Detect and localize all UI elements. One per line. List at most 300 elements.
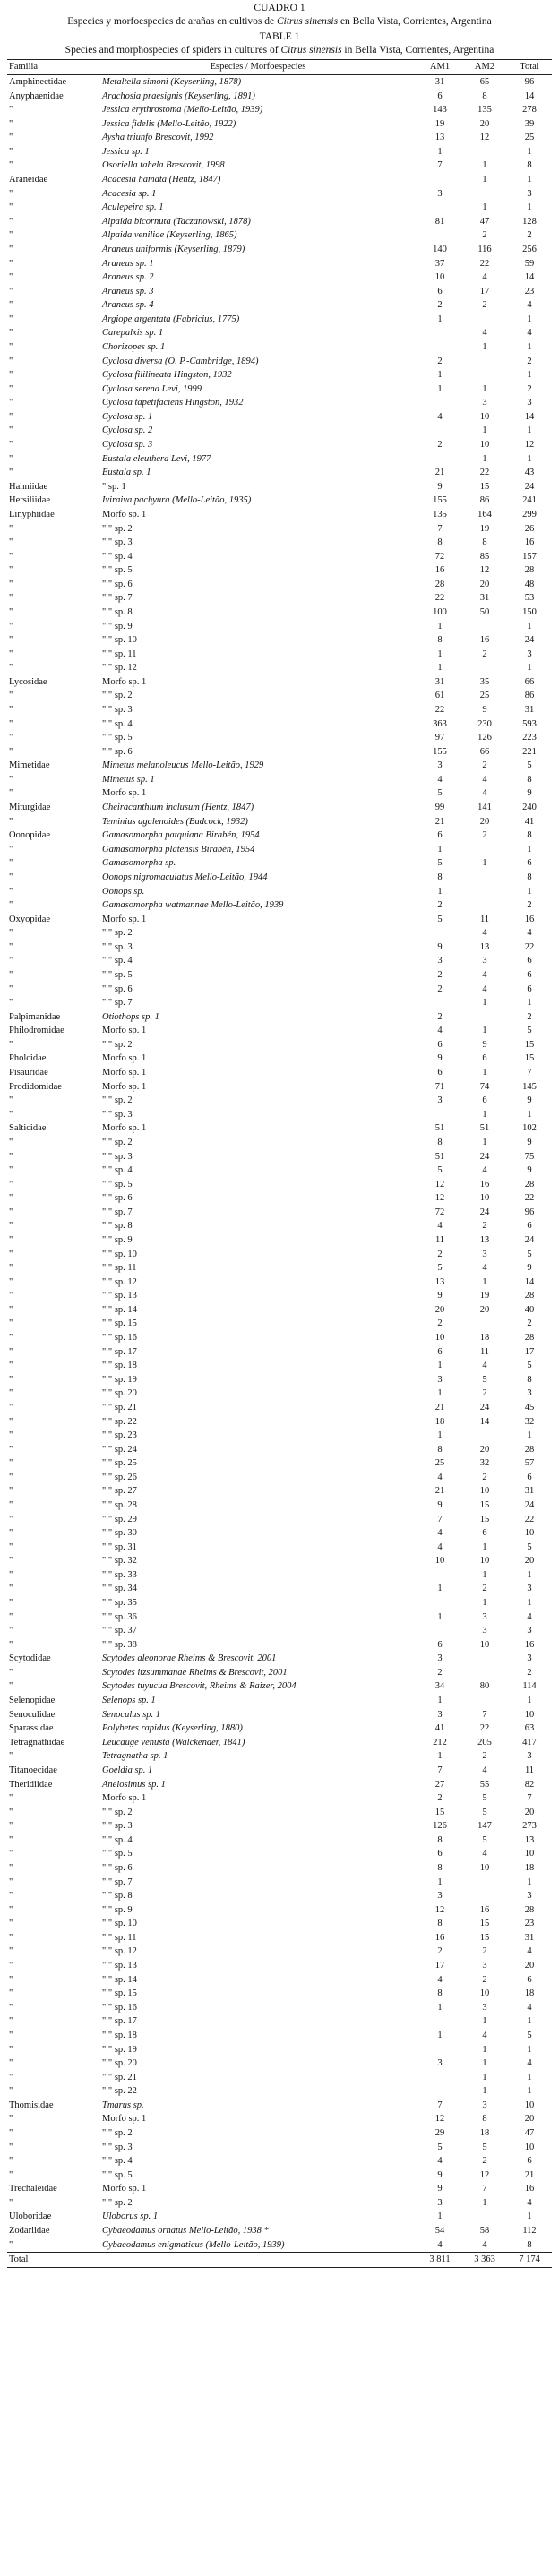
am1-cell: 13 [434,1276,445,1287]
am1-cell: 5 [437,914,443,924]
am1-cell: 31 [434,676,445,687]
am2-cell: 25 [479,691,490,701]
table-row [7,1066,552,1080]
am2-cell: 2 [482,1751,487,1762]
total-cell: 273 [522,1821,537,1832]
family-cell: " [9,1919,13,1929]
am1-cell: 1 [437,370,443,381]
am2-cell: 24 [479,1151,490,1162]
am2-cell: 20 [479,1444,490,1455]
am1-cell: 5 [437,2142,443,2152]
table-row [7,1526,552,1541]
family-cell: " [9,1179,13,1189]
am1-cell: 9 [437,2184,443,2194]
table-row [7,1150,552,1164]
am2-cell: 15 [479,1514,490,1524]
table-row [7,954,552,968]
am2-cell: 2 [482,830,487,841]
family-cell: " [9,1333,13,1344]
am2-cell: 3 [482,1626,487,1636]
species-cell: Morfo sp. 1 [102,676,147,687]
total-cell: 278 [522,105,537,116]
total-cell: 9 [527,1165,532,1176]
species-cell: " " sp. 4 [102,1834,133,1845]
total-cell: 2 [527,900,532,911]
species-cell: " " sp. 30 [102,1528,137,1539]
column-header-am2: AM2 [462,60,507,75]
am1-cell: 2 [437,1249,443,1259]
table-row [7,201,552,215]
family-cell: " [9,1137,13,1147]
table-row [7,2001,552,2015]
am2-cell [462,620,507,634]
species-cell: Araneus sp. 2 [102,272,154,283]
species-cell: " " sp. 5 [102,1179,133,1189]
am1-cell [417,1624,462,1638]
family-cell: " [9,816,13,827]
species-cell: " " sp. 10 [102,1249,137,1259]
total-cell: 47 [524,2127,535,2138]
species-cell: Araneus sp. 3 [102,286,154,296]
am1-cell: 8 [437,1863,443,1873]
family-cell: Hahniidae [9,481,48,492]
am1-cell: 3 811 [417,2253,462,2268]
total-cell: 23 [524,286,535,296]
am1-cell: 13 [434,133,445,143]
am1-cell: 1 [437,648,443,659]
am2-cell: 15 [479,1499,490,1510]
am2-cell: 1 [482,1569,487,1580]
family-cell: " [9,230,13,241]
am2-cell: 3 [482,2002,487,2013]
family-cell: Total [7,2253,99,2268]
am1-cell: 7 [437,523,443,534]
total-cell: 31 [524,1932,535,1943]
am1-cell: 4 [437,2156,443,2167]
family-cell: " [9,2169,13,2180]
family-cell: Miturgidae [9,803,51,813]
table-row [7,1861,552,1876]
table-row [7,661,552,675]
table-row [7,1708,552,1722]
total-cell: 17 [524,1346,535,1357]
family-cell: " [9,398,13,408]
am2-cell: 3 [482,398,487,408]
table-body [7,75,552,2268]
species-cell: " " sp. 3 [102,1821,133,1832]
family-cell: " [9,425,13,436]
am1-cell: 1 [437,383,443,394]
am2-cell: 1 [482,202,487,213]
family-cell: " [9,1974,13,1985]
total-cell: 9 [527,1263,532,1274]
species-cell: " " sp. 17 [102,2016,137,2027]
am1-cell: 4 [437,2239,443,2250]
species-cell: " " sp. 10 [102,1919,137,1929]
species-cell: Morfo sp. 1 [102,509,147,519]
table-row [7,2099,552,2113]
table-row [7,1582,552,1596]
family-cell: " [9,2030,13,2040]
species-cell: Scytodes tuyucua Brescovit, Rheims & Raizer, 2004 [102,1681,297,1692]
total-cell: 5 [527,1541,532,1552]
am2-cell: 9 [482,1039,487,1050]
species-cell: Morfo sp. 1 [102,914,147,924]
am2-cell: 10 [479,1556,490,1567]
am2-cell: 20 [479,816,490,827]
family-cell: Palpimanidae [9,1011,61,1022]
am2-cell: 8 [482,537,487,548]
table-row [7,298,552,313]
am2-cell [462,1876,507,1890]
total-cell: 1 [527,341,532,352]
am1-cell: 16 [434,565,445,576]
am1-cell: 1 [437,1430,443,1441]
table-row [7,1261,552,1275]
table-row [7,1010,552,1025]
table-row [7,438,552,452]
family-cell: " [9,1263,13,1274]
am1-cell: 363 [433,718,447,729]
family-cell: " [9,1249,13,1259]
table-row [7,1917,552,1931]
species-cell: Morfo sp. 1 [102,1026,147,1036]
total-cell: 1 [527,1598,532,1609]
total-cell: 24 [524,1499,535,1510]
table-row [7,2029,552,2043]
am1-cell: 6 [437,830,443,841]
table-row [7,550,552,564]
am1-cell [417,173,462,187]
am1-cell: 8 [437,1919,443,1929]
am1-cell: 2 [437,970,443,980]
total-cell: 5 [527,2030,532,2040]
table-row [7,648,552,662]
am2-cell [462,145,507,159]
species-cell: " " sp. 11 [102,1932,137,1943]
table-row [7,494,552,508]
family-cell: " [9,1876,13,1887]
total-cell: 26 [524,523,535,534]
am1-cell: 10 [434,272,445,283]
total-cell: 9 [527,1095,532,1106]
species-cell: " " sp. 9 [102,1904,133,1915]
family-cell: " [9,244,13,254]
total-cell: 10 [524,1849,535,1859]
am1-cell: 8 [437,1444,443,1455]
am2-cell: 22 [479,468,490,478]
table-row [7,2057,552,2071]
family-cell: Hersiliidae [9,495,51,506]
family-cell: " [9,872,13,882]
am1-cell: 10 [434,1333,445,1344]
am1-cell: 1 [437,1388,443,1399]
family-cell: " [9,1039,13,1050]
family-cell: Zodariidae [9,2226,50,2237]
family-cell: " [9,1416,13,1427]
am2-cell: 12 [479,2169,490,2180]
species-cell: " " sp. 35 [102,1598,137,1609]
am1-cell: 4 [437,1026,443,1036]
table-row [7,675,552,690]
species-cell: Mimetus melanoleucus Mello-Leitão, 1929 [102,760,264,771]
am2-cell: 3 [482,956,487,966]
family-cell: " [9,2142,13,2152]
total-cell: 1 [527,844,532,854]
species-cell: " " sp. 34 [102,1584,137,1594]
family-cell: " [9,1904,13,1915]
total-cell: 3 [527,1584,532,1594]
am2-cell: 126 [477,733,492,743]
species-cell: Otiothops sp. 1 [102,1011,159,1022]
table-row [7,745,552,760]
species-cell: " sp. 1 [102,481,126,492]
family-cell: " [9,188,13,199]
species-cell: Tmarus sp. [102,2099,144,2110]
total-cell: 28 [524,1904,535,1915]
total-row [7,2253,552,2268]
am1-cell: 1 [437,146,443,157]
table-row [7,2154,552,2168]
total-cell: 24 [524,1234,535,1245]
table-row [7,340,552,355]
am1-cell: 4 [437,1541,443,1552]
total-cell: 18 [524,1863,535,1873]
family-cell: " [9,1193,13,1204]
species-cell: Cybaeodamus enigmaticus (Mello-Leitão, 1939) [102,2239,285,2250]
am2-cell: 2 [482,1221,487,1232]
table-row [7,1206,552,1220]
total-cell: 16 [524,537,535,548]
family-cell: Trechaleidae [9,2184,57,2194]
total-cell: 112 [522,2226,537,2237]
am2-cell [462,355,507,369]
species-cell: Araneus sp. 4 [102,300,154,311]
am2-cell: 15 [479,1932,490,1943]
species-cell: " " sp. 14 [102,1304,137,1315]
am2-cell: 3 [482,2099,487,2110]
family-cell: " [9,1291,13,1301]
species-cell: " " sp. 8 [102,606,133,617]
am1-cell: 15 [434,1807,445,1817]
family-cell: " [9,998,13,1009]
family-cell: Scytodidae [9,1653,51,1664]
family-cell: Sparassidae [9,1723,54,1734]
am2-cell: 10 [479,1988,490,1999]
table-row [7,786,552,801]
species-cell: " " sp. 6 [102,1193,133,1204]
species-cell: " " sp. 10 [102,635,137,646]
am1-cell: 20 [434,1304,445,1315]
species-cell: Jessica erythrostoma (Mello-Leitão, 1939) [102,105,263,116]
species-cell: " " sp. 5 [102,1849,133,1859]
table-row [7,1945,552,1959]
family-cell: Mimetidae [9,760,50,771]
total-cell: 41 [524,816,535,827]
species-cell: " " sp. 3 [102,1109,133,1120]
total-cell: 1 [527,998,532,1009]
species-cell: " " sp. 2 [102,1137,133,1147]
am1-cell: 9 [437,941,443,952]
species-cell: " " sp. 19 [102,1374,137,1385]
table-row [7,717,552,732]
family-cell: " [9,440,13,451]
table-row [7,1819,552,1833]
total-cell: 24 [524,635,535,646]
total-cell: 8 [527,2239,532,2250]
family-cell: " [9,635,13,646]
table-row [7,1889,552,1903]
species-cell: " " sp. 2 [102,2197,133,2208]
total-cell: 8 [527,1374,532,1385]
total-cell: 3 [527,1388,532,1399]
am2-cell: 2 [482,1946,487,1957]
am2-cell: 3 [482,1249,487,1259]
species-cell: Cyclosa sp. 2 [102,425,153,436]
table-row [7,1638,552,1653]
species-cell: " " sp. 6 [102,1863,133,1873]
family-cell: Araneidae [9,175,48,185]
total-cell: 1 [527,1569,532,1580]
am1-cell: 9 [437,1499,443,1510]
am2-cell: 9 [482,705,487,716]
am2-cell: 4 [482,1361,487,1371]
am1-cell: 1 [437,2211,443,2222]
total-cell: 32 [524,1416,535,1427]
species-cell: " " sp. 13 [102,1291,137,1301]
am1-cell: 143 [433,105,447,116]
species-cell: " " sp. 18 [102,1361,137,1371]
family-cell: " [9,1444,13,1455]
am1-cell: 10 [434,1556,445,1567]
am2-cell [462,2210,507,2224]
family-cell: " [9,105,13,116]
table-row [7,382,552,397]
am1-cell: 54 [434,2226,445,2237]
species-cell: Aysha triunfo Brescovit, 1992 [102,133,214,143]
total-cell: 14 [524,1276,535,1287]
table-row [7,257,552,271]
family-cell: " [9,788,13,799]
family-cell: " [9,356,13,366]
species-cell: Scytodes itzsummanae Rheims & Brescovit, 2001 [102,1667,288,1678]
family-cell: " [9,970,13,980]
family-cell: " [9,1528,13,1539]
total-cell: 22 [524,941,535,952]
family-cell: " [9,1486,13,1497]
family-cell: " [9,2127,13,2138]
am1-cell: 9 [437,1053,443,1064]
species-cell: Gamasomorpha patquiana Birabén, 1954 [102,830,260,841]
species-cell: Uloborus sp. 1 [102,2211,159,2222]
am2-cell: 10 [479,1193,490,1204]
am2-cell: 10 [479,440,490,451]
total-cell: 4 [527,2197,532,2208]
am1-cell: 1 [437,621,443,631]
total-cell: 63 [524,1723,535,1734]
am1-cell: 9 [437,2169,443,2180]
total-cell: 299 [522,509,537,519]
am1-cell [417,2084,462,2099]
species-cell: Scytodes aleonorae Rheims & Brescovit, 2001 [102,1653,277,1664]
family-cell: " [9,2044,13,2055]
am2-cell: 5 [482,1807,487,1817]
am1-cell: 140 [433,244,447,254]
species-cell: Osoriella tahela Brescovit, 1998 [102,160,225,171]
am1-cell: 2 [437,1318,443,1329]
total-cell: 6 [527,1472,532,1482]
am2-cell: 85 [479,551,490,562]
am2-cell [462,1317,507,1331]
am2-cell [462,1652,507,1666]
family-cell: " [9,1374,13,1385]
am1-cell: 9 [437,1291,443,1301]
table-row [7,1471,552,1485]
total-cell: 1 [527,453,532,464]
am1-cell: 25 [434,1458,445,1469]
am2-cell: 4 [482,1765,487,1775]
table-row [7,2238,552,2253]
am1-cell: 6 [437,90,443,101]
am2-cell: 51 [479,1123,490,1134]
family-cell: " [9,1834,13,1845]
am1-cell: 97 [434,733,445,743]
species-cell: Cyclosa sp. 1 [102,411,153,422]
total-cell: 57 [524,1458,535,1469]
family-cell: " [9,1304,13,1315]
species-cell: " " sp. 3 [102,941,133,952]
family-cell: " [9,286,13,296]
family-cell: " [9,453,13,464]
am2-cell: 1 [482,2086,487,2097]
am1-cell: 6 [437,1346,443,1357]
total-cell: 145 [522,1081,537,1092]
family-cell: " [9,1361,13,1371]
am1-cell: 7 [437,2099,443,2110]
table-row [7,1248,552,1262]
am1-cell: 155 [433,495,447,506]
species-cell: " " sp. 37 [102,1626,137,1636]
am1-cell: 212 [433,1737,447,1747]
species-cell: " " sp. 13 [102,1961,137,1971]
am2-cell: 86 [479,495,490,506]
am2-cell: 1 [482,453,487,464]
total-cell: 31 [524,1486,535,1497]
table-row [7,1876,552,1890]
am2-cell: 13 [479,941,490,952]
family-cell: " [9,648,13,659]
total-cell: 102 [522,1123,537,1134]
am2-cell: 20 [479,579,490,589]
am1-cell [417,424,462,438]
total-cell: 1 [527,1696,532,1706]
am1-cell [417,1596,462,1610]
family-cell: " [9,1430,13,1441]
family-cell: Pisauridae [9,1068,48,1078]
am1-cell: 5 [437,1165,443,1176]
am2-cell: 55 [479,1779,490,1790]
table-row [7,1038,552,1052]
table-row [7,424,552,438]
table-row [7,2071,552,2085]
am1-cell [417,1568,462,1583]
species-cell: " " sp. 36 [102,1611,137,1622]
total-cell: 96 [524,77,535,87]
table-row [7,563,552,578]
am2-cell: 3 363 [462,2253,507,2268]
am1-cell [417,326,462,340]
total-cell: 20 [524,1807,535,1817]
